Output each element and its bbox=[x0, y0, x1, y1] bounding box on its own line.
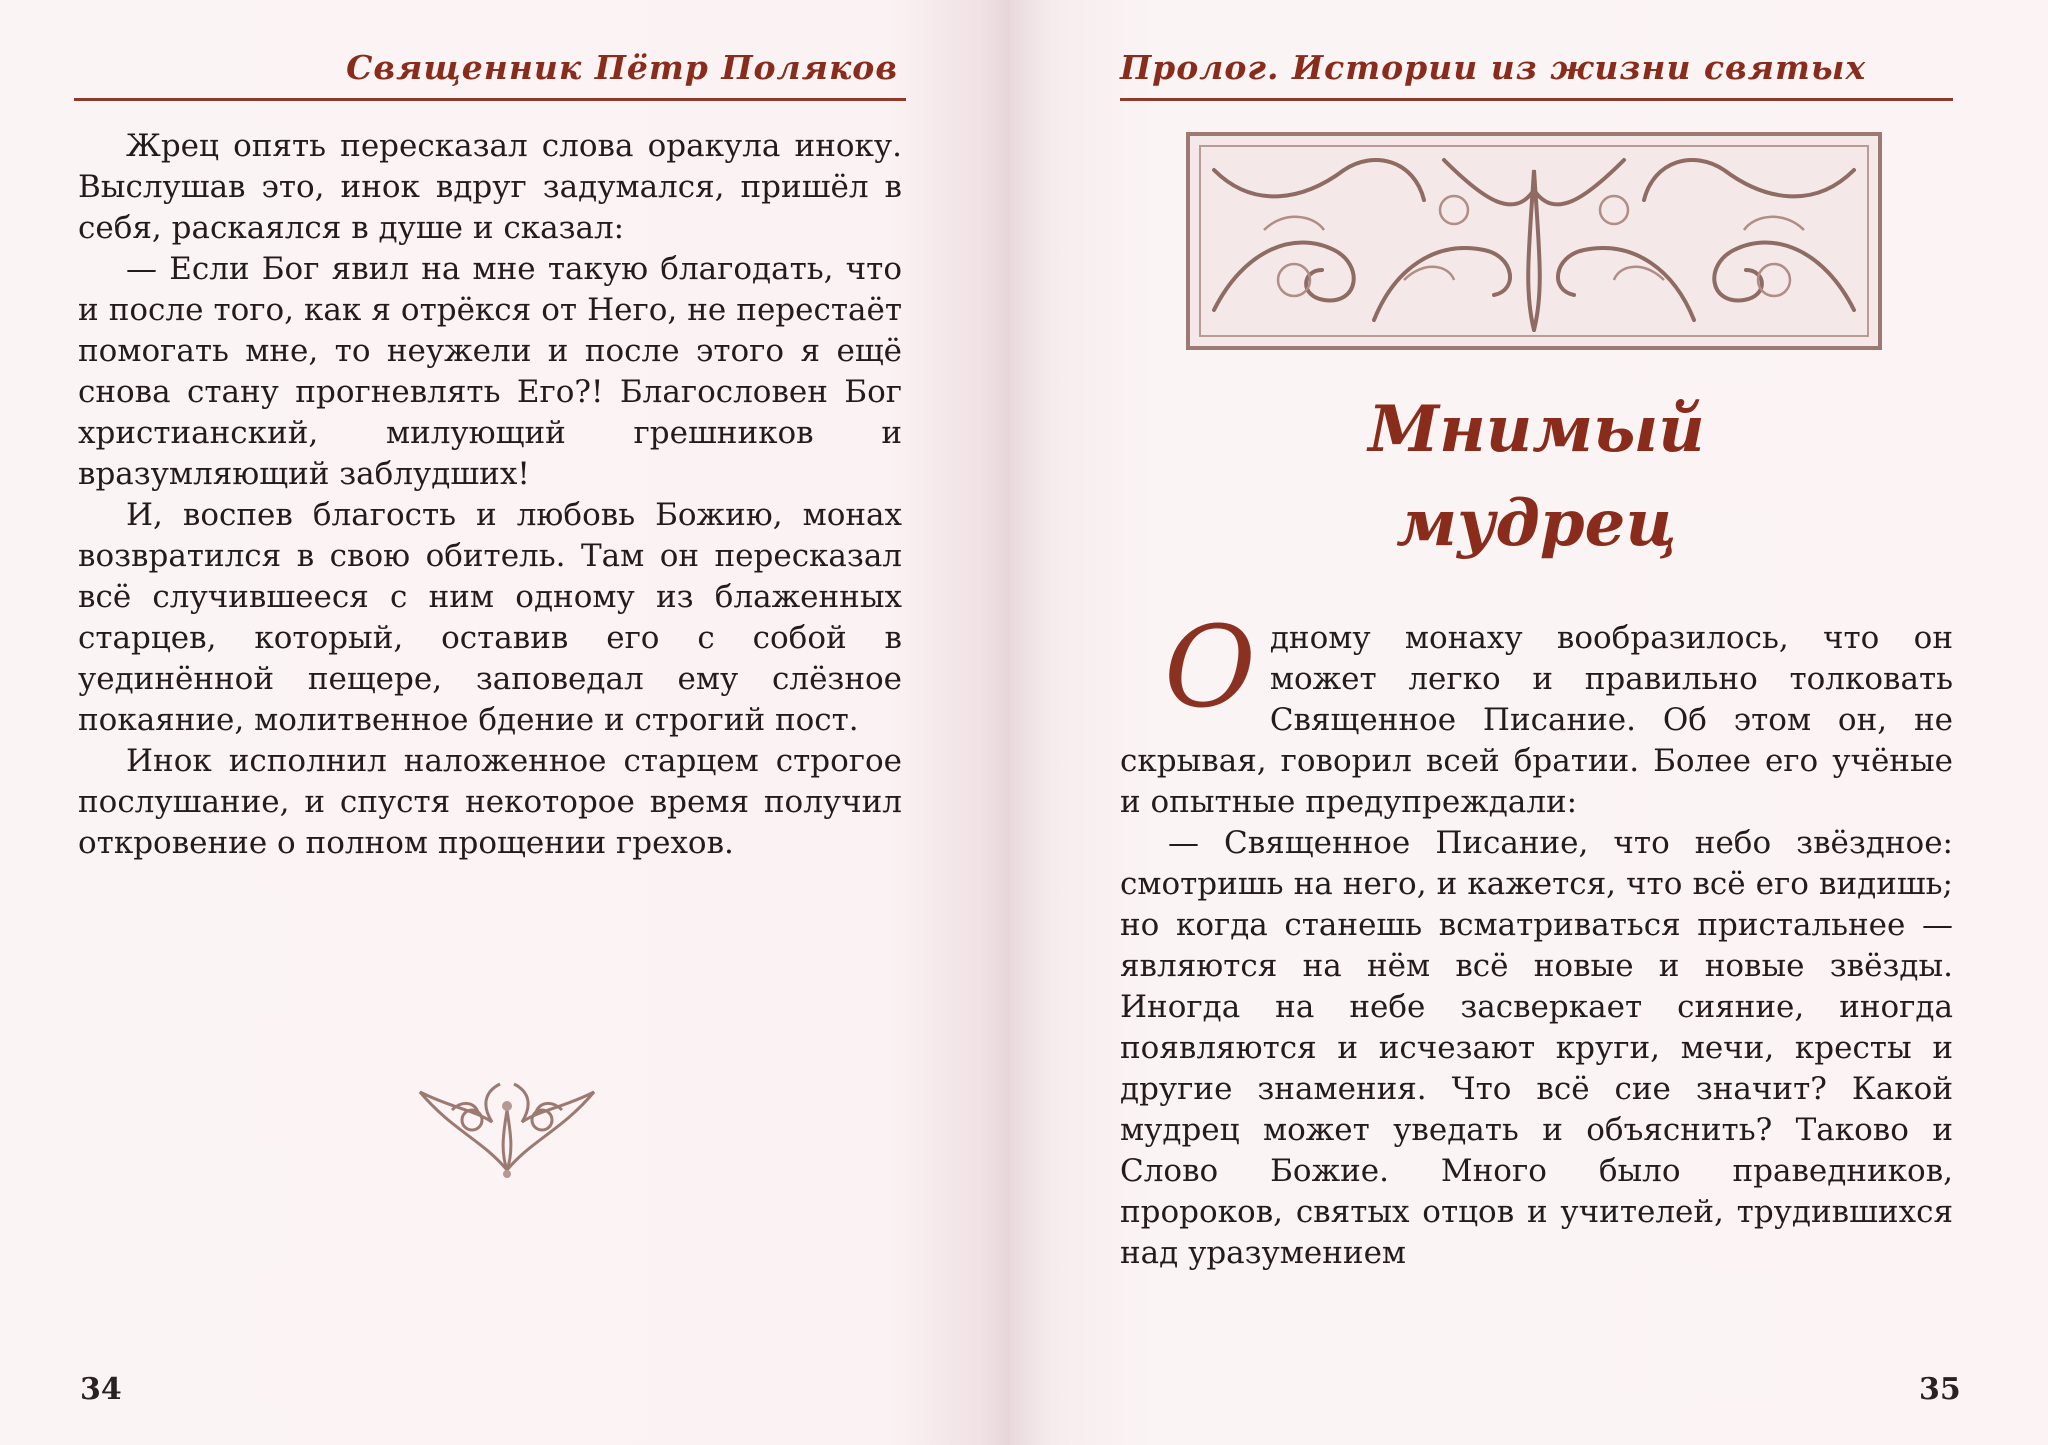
paragraph: Инок исполнил наложенное старцем строгое послушание, и спустя некоторое время получил откровение о полном прощении грехов. bbox=[78, 743, 902, 861]
running-head-right: Пролог. Истории из жизни святых bbox=[1120, 48, 1867, 87]
paragraph-text: дному монаху вообразилось, что он может легко и правильно толковать Священное Писание. Об этом он, не скрывая, говорил всей братии. Более его учёные и опытные предупреждали: bbox=[1120, 620, 1953, 820]
chapter-title-line1: Мнимый bbox=[1368, 392, 1705, 467]
page-number-left: 34 bbox=[80, 1372, 122, 1407]
page-number-right: 35 bbox=[1919, 1372, 1961, 1407]
chapter-header-ornament bbox=[1184, 130, 1884, 352]
header-rule-right bbox=[1120, 98, 1953, 101]
left-page bbox=[0, 0, 1010, 1445]
end-vignette-ornament bbox=[412, 1070, 602, 1180]
drop-cap: О bbox=[1164, 603, 1256, 733]
left-page-text bbox=[78, 126, 902, 864]
right-page bbox=[1010, 0, 2048, 1445]
running-head-left: Священник Пётр Поляков bbox=[346, 48, 898, 87]
paragraph: — Священное Писание, что небо звёздное: смотришь на него, и кажется, что всё его видишь; но когда станешь всматриваться пристальнее — являются на нём всё новые и новые звёзды. Иногда на небе засверкает сияние, иногда появляются и исчезают круги, мечи, кресты и другие знамения. Что всё сие значит? Какой мудрец может уведать и объяснить? Таково и Слово Божие. Много было праведников, пророков, святых отцов и учителей, трудившихся над уразумением bbox=[1120, 825, 1953, 1271]
paragraph: — Если Бог явил на мне такую благодать, что и после того, как я отрёкся от Него, не перестаёт помогать мне, то неужели и после этого я ещё снова стану прогневлять Его?! Благословен Бог христианский, милующий грешников и вразумляющий заблудших! bbox=[78, 251, 902, 492]
paragraph: Жрец опять пересказал слова оракула иноку. Выслушав это, инок вдруг задумался, пришёл в себя, раскаялся в душе и сказал: bbox=[78, 128, 902, 246]
right-page-text bbox=[1120, 603, 1953, 1274]
header-rule-left bbox=[74, 98, 906, 101]
paragraph-with-drop-cap bbox=[1120, 603, 1953, 823]
chapter-title-line2: мудрец bbox=[1396, 486, 1677, 561]
paragraph: И, воспев благость и любовь Божию, монах возвратился в свою обитель. Там он пересказал всё случившееся с ним одному из блаженных старцев, который, оставив его с собой в уединённой пещере, заповедал ему слёзное покаяние, молитвенное бдение и строгий пост. bbox=[78, 497, 902, 738]
